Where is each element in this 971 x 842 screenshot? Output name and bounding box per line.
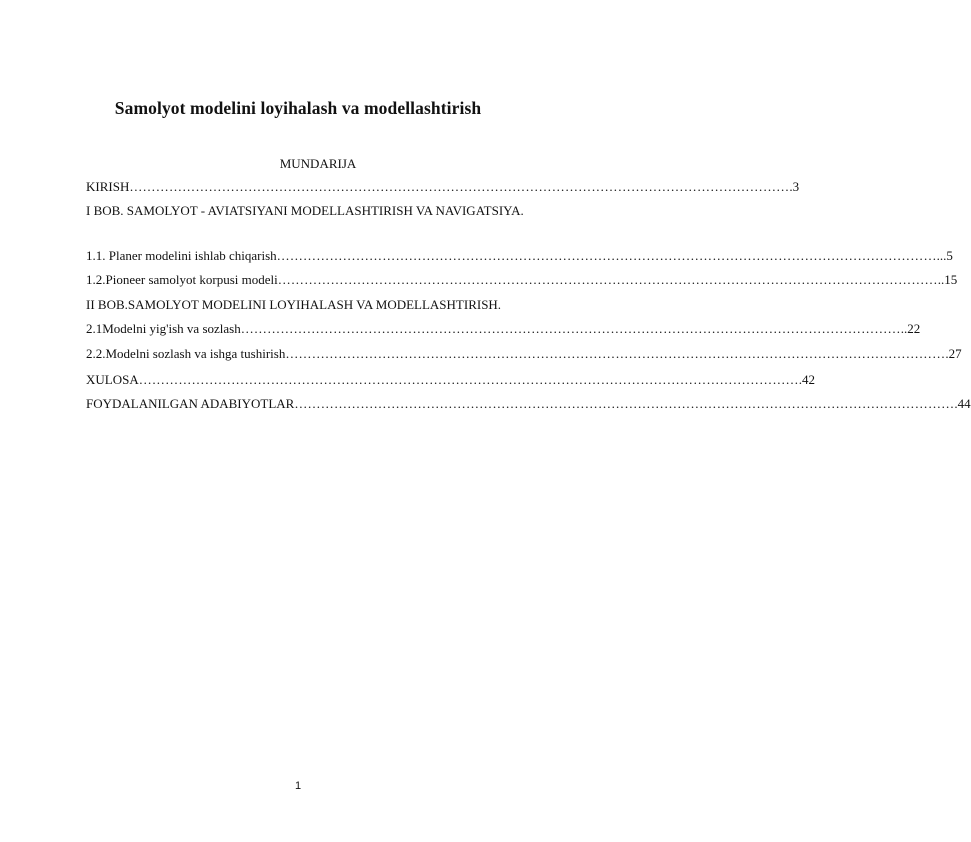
toc-entry-page: ..22 — [900, 321, 921, 336]
toc-entry-page: ...5 — [936, 248, 953, 263]
toc-entry-chapter-1 — [86, 203, 552, 219]
toc-entry-1-2 — [86, 272, 958, 288]
toc-entry-page: ..15 — [937, 272, 958, 287]
toc-entry-xulosa — [86, 372, 815, 388]
toc-entry-label: II BOB.SAMOLYOT MODELINI LOYIHALASH VA MODELLASHTIRISH. — [86, 297, 502, 312]
toc-entry-page: .27 — [945, 346, 962, 361]
toc-entry-label: KIRISH — [86, 179, 130, 194]
toc-entry-label: FOYDALANILGAN ADABIYOTLAR — [86, 396, 295, 411]
toc-entry-label: I BOB. SAMOLYOT - AVIATSIYANI MODELLASHTIRISH VA NAVIGATSIYA. — [86, 203, 524, 218]
toc-entry-adabiyotlar — [86, 396, 971, 412]
dot-leader: …………………………………………………………………………………………………………………………………… — [276, 248, 937, 263]
toc-entry-chapter-2 — [86, 297, 552, 313]
toc-entry-kirish — [86, 179, 800, 195]
toc-entry-label: 1.2.Pioneer samolyot korpusi modeli — [86, 272, 278, 287]
toc-entry-1-1 — [86, 248, 953, 264]
toc-entry-2-1 — [86, 321, 921, 337]
toc-entry-page: .3 — [789, 179, 800, 194]
toc-entry-2-2 — [86, 346, 962, 362]
toc-entry-page: .44 — [954, 396, 971, 411]
dot-leader: …………………………………………………………………………………………………………………………………… — [240, 321, 901, 336]
dot-leader: …………………………………………………………………………………………………………………………………… — [277, 272, 938, 287]
page-number: 1 — [294, 780, 302, 792]
toc-entry-label: 1.1. Planer modelini ishlab chiqarish — [86, 248, 277, 263]
toc-entry-label: 2.1Modelni yig'ish va sozlash — [86, 321, 241, 336]
toc-entry-label: XULOSA — [86, 372, 139, 387]
dot-leader: …………………………………………………………………………………………………………………………………… — [285, 346, 946, 361]
document-title: Samolyot modelini loyihalash va modellashtirish — [114, 98, 482, 118]
toc-entry-page: .42 — [798, 372, 815, 387]
dot-leader: …………………………………………………………………………………………………………………………………… — [138, 372, 799, 387]
toc-heading: MUNDARIJA — [279, 156, 357, 171]
dot-leader: …………………………………………………………………………………………………………………………………… — [129, 179, 790, 194]
toc-entry-label: 2.2.Modelni sozlash va ishga tushirish — [86, 346, 286, 361]
dot-leader: …………………………………………………………………………………………………………………………………… — [294, 396, 955, 411]
